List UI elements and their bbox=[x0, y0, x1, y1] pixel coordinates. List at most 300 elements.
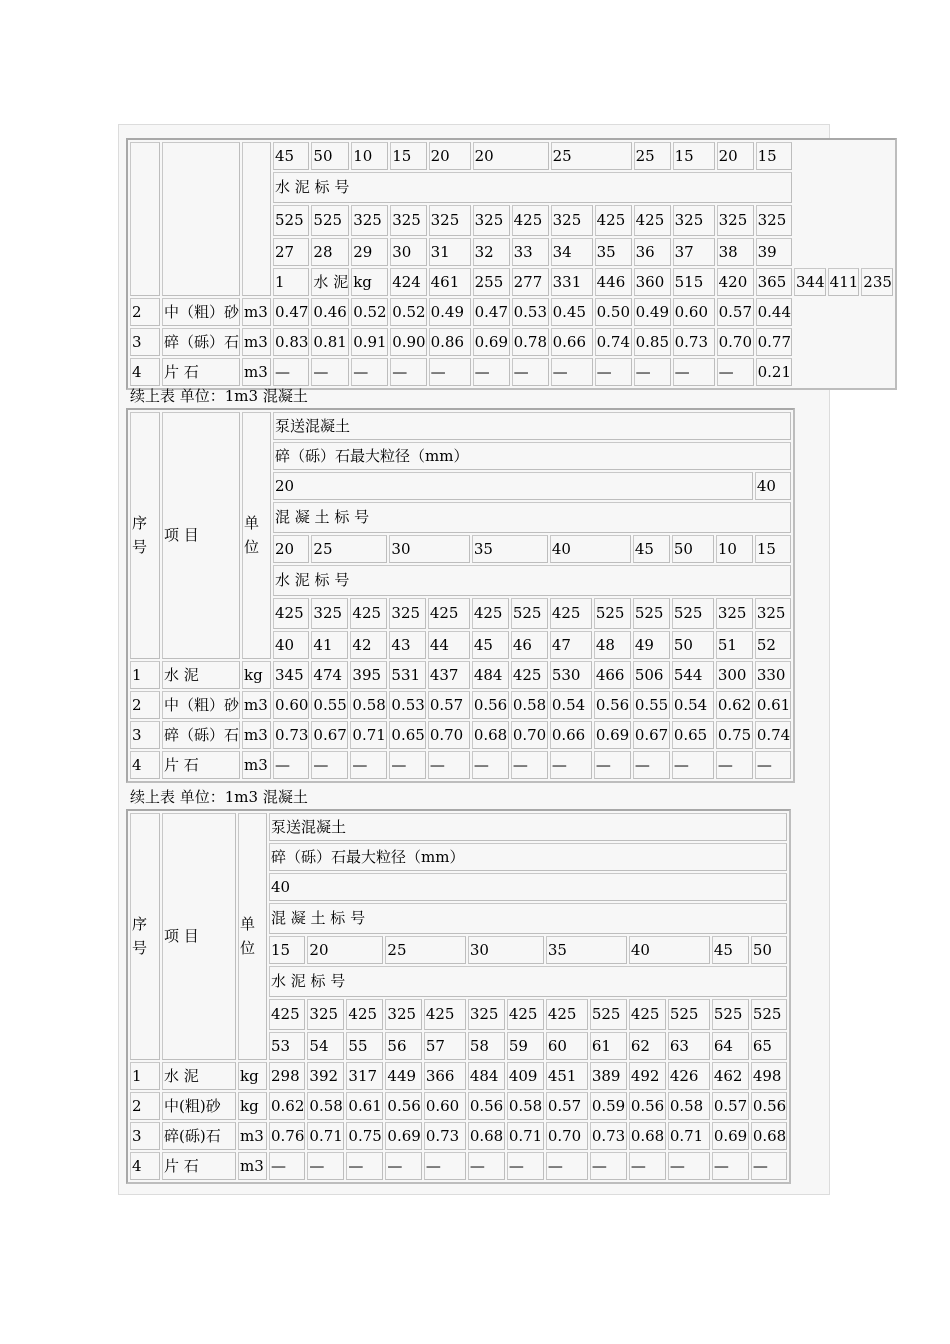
value-cell: 365 bbox=[756, 268, 792, 296]
cement-grade-cell: 525 bbox=[311, 205, 349, 236]
cement-grade-cell: 525 bbox=[511, 598, 548, 629]
value-cell: — bbox=[633, 751, 670, 779]
value-cell: — bbox=[473, 358, 510, 386]
table-row bbox=[130, 358, 893, 386]
pump-concrete-label: 泵送混凝土 bbox=[269, 813, 787, 841]
row-unit: m3 bbox=[242, 358, 271, 386]
cement-grade-cell: 425 bbox=[346, 999, 383, 1030]
value-cell: 0.85 bbox=[634, 328, 671, 356]
cement-grade-cell: 425 bbox=[507, 999, 544, 1030]
cement-grade-cell: 325 bbox=[473, 205, 510, 236]
cement-grade-cell: 525 bbox=[751, 999, 787, 1030]
table-row bbox=[130, 1152, 787, 1180]
value-cell: — bbox=[546, 1152, 588, 1180]
value-cell: 0.45 bbox=[551, 298, 593, 326]
cement-grade-cell: 525 bbox=[590, 999, 627, 1030]
cement-grade-cell: 325 bbox=[307, 999, 344, 1030]
unit-header: 单位 bbox=[238, 813, 267, 1060]
value-cell: 0.73 bbox=[424, 1122, 466, 1150]
table-row bbox=[130, 691, 791, 719]
row-number: 4 bbox=[130, 1152, 160, 1180]
value-cell: — bbox=[351, 358, 388, 386]
column-id-cell: 36 bbox=[634, 238, 671, 266]
value-cell: 0.70 bbox=[428, 721, 470, 749]
value-cell: 0.56 bbox=[468, 1092, 505, 1120]
value-cell: 0.56 bbox=[594, 691, 631, 719]
concrete-grade-label: 混 凝 土 标 号 bbox=[273, 502, 791, 533]
stone-size-label: 碎（砾）石最大粒径（mm） bbox=[273, 442, 791, 470]
value-cell: — bbox=[595, 358, 632, 386]
value-cell: 0.73 bbox=[273, 721, 309, 749]
concrete-grade: 40 bbox=[629, 936, 710, 964]
column-id-cell: 52 bbox=[755, 631, 791, 659]
value-cell: 0.52 bbox=[351, 298, 388, 326]
column-id-cell: 32 bbox=[473, 238, 510, 266]
head-value: 15 bbox=[390, 142, 426, 170]
value-cell: — bbox=[311, 358, 349, 386]
value-cell: — bbox=[551, 358, 593, 386]
value-cell: 0.71 bbox=[507, 1122, 544, 1150]
concrete-grade: 40 bbox=[550, 535, 631, 563]
cement-grade-cell: 525 bbox=[668, 999, 710, 1030]
value-cell: — bbox=[550, 751, 592, 779]
value-cell: 424 bbox=[390, 268, 426, 296]
head-value: 25 bbox=[551, 142, 632, 170]
value-cell: 0.71 bbox=[668, 1122, 710, 1150]
value-cell: 0.78 bbox=[512, 328, 549, 356]
head-value: 50 bbox=[311, 142, 349, 170]
value-cell: 0.59 bbox=[590, 1092, 627, 1120]
stone-size-value: 20 bbox=[273, 472, 753, 500]
cement-grade-cell: 425 bbox=[546, 999, 588, 1030]
value-cell: 411 bbox=[828, 268, 860, 296]
concrete-grade: 20 bbox=[273, 535, 309, 563]
value-cell: — bbox=[389, 751, 425, 779]
column-id-cell: 28 bbox=[311, 238, 349, 266]
value-cell: 0.49 bbox=[634, 298, 671, 326]
value-cell: 0.56 bbox=[629, 1092, 666, 1120]
stone-size-label: 碎（砾）石最大粒径（mm） bbox=[269, 843, 787, 871]
row-number: 2 bbox=[130, 1092, 160, 1120]
value-cell: 0.58 bbox=[507, 1092, 544, 1120]
value-cell: 0.74 bbox=[595, 328, 632, 356]
value-cell: — bbox=[634, 358, 671, 386]
row-item: 片 石 bbox=[162, 751, 240, 779]
value-cell: 360 bbox=[634, 268, 671, 296]
column-id-cell: 62 bbox=[629, 1032, 666, 1060]
value-cell: 531 bbox=[389, 661, 425, 689]
value-cell: — bbox=[350, 751, 387, 779]
row-item: 中(粗)砂 bbox=[162, 1092, 236, 1120]
value-cell: — bbox=[512, 358, 549, 386]
value-cell: — bbox=[717, 358, 754, 386]
value-cell: 0.58 bbox=[668, 1092, 710, 1120]
column-id-cell: 49 bbox=[633, 631, 670, 659]
table-row bbox=[130, 1122, 787, 1150]
cement-grade-cell: 325 bbox=[385, 999, 421, 1030]
concrete-grade-label: 混 凝 土 标 号 bbox=[269, 903, 787, 934]
column-id-cell: 40 bbox=[273, 631, 309, 659]
column-id-cell: 55 bbox=[346, 1032, 383, 1060]
cement-grade-cell: 425 bbox=[428, 598, 470, 629]
cement-grade-cell: 325 bbox=[756, 205, 792, 236]
value-cell: — bbox=[755, 751, 791, 779]
value-cell: 0.67 bbox=[311, 721, 348, 749]
value-cell: 0.54 bbox=[550, 691, 592, 719]
concrete-grade: 45 bbox=[712, 936, 749, 964]
cement-grade-cell: 325 bbox=[389, 598, 425, 629]
value-cell: — bbox=[269, 1152, 305, 1180]
value-cell: 437 bbox=[428, 661, 470, 689]
row-number: 4 bbox=[130, 358, 160, 386]
value-cell: 0.71 bbox=[307, 1122, 344, 1150]
table-caption-3: 续上表 单位：1m3 混凝土 bbox=[130, 788, 308, 806]
value-cell: 0.91 bbox=[351, 328, 388, 356]
cement-grade-cell: 425 bbox=[629, 999, 666, 1030]
value-cell: 0.68 bbox=[472, 721, 509, 749]
table-row bbox=[130, 661, 791, 689]
value-cell: 0.44 bbox=[756, 298, 792, 326]
value-cell: 0.77 bbox=[756, 328, 792, 356]
row-item: 中（粗）砂 bbox=[162, 298, 240, 326]
cement-grade-label: 水 泥 标 号 bbox=[273, 565, 791, 596]
column-id-cell: 56 bbox=[385, 1032, 421, 1060]
column-id-cell: 29 bbox=[351, 238, 388, 266]
cement-grade-cell: 425 bbox=[472, 598, 509, 629]
value-cell: 0.53 bbox=[389, 691, 425, 719]
row-unit: kg bbox=[238, 1092, 267, 1120]
value-cell: 449 bbox=[385, 1062, 421, 1090]
value-cell: 298 bbox=[269, 1062, 305, 1090]
cement-grade-cell: 325 bbox=[311, 598, 348, 629]
value-cell: 0.86 bbox=[429, 328, 471, 356]
row-number: 1 bbox=[130, 661, 160, 689]
seq-header: 序号 bbox=[130, 412, 160, 659]
seq-header: 序号 bbox=[130, 813, 160, 1060]
value-cell: 484 bbox=[468, 1062, 505, 1090]
value-cell: 0.62 bbox=[716, 691, 753, 719]
value-cell: 0.60 bbox=[424, 1092, 466, 1120]
value-cell: — bbox=[472, 751, 509, 779]
table-row bbox=[130, 1062, 787, 1090]
concrete-grade: 25 bbox=[311, 535, 387, 563]
value-cell: 0.62 bbox=[269, 1092, 305, 1120]
value-cell: 426 bbox=[668, 1062, 710, 1090]
value-cell: 330 bbox=[755, 661, 791, 689]
column-id-cell: 44 bbox=[428, 631, 470, 659]
value-cell: — bbox=[629, 1152, 666, 1180]
head-value: 20 bbox=[429, 142, 471, 170]
value-cell: 0.61 bbox=[755, 691, 791, 719]
value-cell: 0.71 bbox=[350, 721, 387, 749]
value-cell: — bbox=[428, 751, 470, 779]
concrete-grade: 15 bbox=[755, 535, 791, 563]
column-id-cell: 51 bbox=[716, 631, 753, 659]
table-row bbox=[130, 751, 791, 779]
row-number: 3 bbox=[130, 1122, 160, 1150]
column-id-cell: 50 bbox=[672, 631, 714, 659]
value-cell: 0.68 bbox=[468, 1122, 505, 1150]
value-cell: — bbox=[346, 1152, 383, 1180]
value-cell: 0.57 bbox=[428, 691, 470, 719]
row-item: 水 泥 bbox=[162, 1062, 236, 1090]
value-cell: 462 bbox=[712, 1062, 749, 1090]
value-cell: 0.81 bbox=[311, 328, 349, 356]
value-cell: 0.50 bbox=[595, 298, 632, 326]
value-cell: 0.58 bbox=[350, 691, 387, 719]
value-cell: 466 bbox=[594, 661, 631, 689]
row-number: 3 bbox=[130, 721, 160, 749]
value-cell: 0.56 bbox=[751, 1092, 787, 1120]
value-cell: 277 bbox=[512, 268, 549, 296]
concrete-grade: 15 bbox=[269, 936, 305, 964]
column-id-cell: 45 bbox=[472, 631, 509, 659]
value-cell: 0.69 bbox=[712, 1122, 749, 1150]
cement-grade-cell: 425 bbox=[550, 598, 592, 629]
cement-grade-cell: 425 bbox=[273, 598, 309, 629]
value-cell: — bbox=[385, 1152, 421, 1180]
row-number: 4 bbox=[130, 751, 160, 779]
concrete-grade: 20 bbox=[307, 936, 383, 964]
table-caption-2: 续上表 单位：1m3 混凝土 bbox=[130, 387, 308, 405]
column-id-cell: 37 bbox=[673, 238, 715, 266]
value-cell: 255 bbox=[473, 268, 510, 296]
column-id-cell: 59 bbox=[507, 1032, 544, 1060]
unit-header: 单位 bbox=[242, 412, 271, 659]
table-row bbox=[130, 298, 893, 326]
row-unit: m3 bbox=[242, 328, 271, 356]
column-id-cell: 38 bbox=[717, 238, 754, 266]
value-cell: 0.65 bbox=[672, 721, 714, 749]
value-cell: — bbox=[594, 751, 631, 779]
value-cell: — bbox=[390, 358, 426, 386]
value-cell: — bbox=[311, 751, 348, 779]
row-number: 1 bbox=[273, 268, 309, 296]
column-id-cell: 35 bbox=[595, 238, 632, 266]
row-unit: m3 bbox=[242, 721, 271, 749]
column-id-cell: 30 bbox=[390, 238, 426, 266]
value-cell: — bbox=[429, 358, 471, 386]
value-cell: 0.90 bbox=[390, 328, 426, 356]
concrete-grade: 10 bbox=[716, 535, 753, 563]
value-cell: 0.70 bbox=[511, 721, 548, 749]
value-cell: 317 bbox=[346, 1062, 383, 1090]
value-cell: 0.73 bbox=[590, 1122, 627, 1150]
row-unit: kg bbox=[238, 1062, 267, 1090]
column-id-cell: 42 bbox=[350, 631, 387, 659]
value-cell: — bbox=[273, 751, 309, 779]
value-cell: 0.75 bbox=[346, 1122, 383, 1150]
row-item: 碎（砾）石 bbox=[162, 721, 240, 749]
stone-size-value: 40 bbox=[269, 873, 787, 901]
value-cell: 0.76 bbox=[269, 1122, 305, 1150]
value-cell: 446 bbox=[595, 268, 632, 296]
value-cell: — bbox=[273, 358, 309, 386]
value-cell: 395 bbox=[350, 661, 387, 689]
table-row bbox=[130, 721, 791, 749]
table-row bbox=[130, 1092, 787, 1120]
head-value: 25 bbox=[634, 142, 671, 170]
row-item: 片 石 bbox=[162, 358, 240, 386]
head-value: 20 bbox=[717, 142, 754, 170]
row-item: 碎（砾）石 bbox=[162, 328, 240, 356]
concrete-grade: 50 bbox=[672, 535, 714, 563]
cement-grade-cell: 525 bbox=[273, 205, 309, 236]
head-value: 10 bbox=[351, 142, 388, 170]
value-cell: 331 bbox=[551, 268, 593, 296]
value-cell: 0.66 bbox=[550, 721, 592, 749]
value-cell: 474 bbox=[311, 661, 348, 689]
value-cell: 451 bbox=[546, 1062, 588, 1090]
value-cell: — bbox=[716, 751, 753, 779]
stone-size-value: 40 bbox=[755, 472, 791, 500]
column-id-cell: 60 bbox=[546, 1032, 588, 1060]
value-cell: 492 bbox=[629, 1062, 666, 1090]
cement-grade-cell: 325 bbox=[351, 205, 388, 236]
cement-grade-cell: 325 bbox=[390, 205, 426, 236]
value-cell: 0.60 bbox=[673, 298, 715, 326]
row-number: 1 bbox=[130, 1062, 160, 1090]
value-cell: 0.56 bbox=[385, 1092, 421, 1120]
cement-grade-cell: 525 bbox=[712, 999, 749, 1030]
row-item: 碎(砾)石 bbox=[162, 1122, 236, 1150]
column-id-cell: 41 bbox=[311, 631, 348, 659]
cement-grade-cell: 325 bbox=[755, 598, 791, 629]
value-cell: 0.55 bbox=[633, 691, 670, 719]
item-header: 项 目 bbox=[162, 813, 236, 1060]
value-cell: 0.57 bbox=[546, 1092, 588, 1120]
value-cell: 0.69 bbox=[473, 328, 510, 356]
row-unit: m3 bbox=[242, 298, 271, 326]
row-item: 水 泥 bbox=[162, 661, 240, 689]
column-id-cell: 47 bbox=[550, 631, 592, 659]
value-cell: 0.70 bbox=[546, 1122, 588, 1150]
value-cell: 0.75 bbox=[716, 721, 753, 749]
value-cell: 0.74 bbox=[755, 721, 791, 749]
row-unit: m3 bbox=[238, 1122, 267, 1150]
cement-grade-cell: 425 bbox=[595, 205, 632, 236]
cement-grade-cell: 425 bbox=[269, 999, 305, 1030]
column-id-cell: 48 bbox=[594, 631, 631, 659]
row-item: 片 石 bbox=[162, 1152, 236, 1180]
value-cell: 392 bbox=[307, 1062, 344, 1090]
cement-grade-cell: 425 bbox=[512, 205, 549, 236]
concrete-grade: 35 bbox=[546, 936, 627, 964]
concrete-grade: 50 bbox=[751, 936, 787, 964]
item-header bbox=[162, 142, 240, 296]
value-cell: — bbox=[468, 1152, 505, 1180]
concrete-grade: 30 bbox=[389, 535, 469, 563]
value-cell: 0.66 bbox=[551, 328, 593, 356]
value-cell: 344 bbox=[794, 268, 826, 296]
column-id-cell: 61 bbox=[590, 1032, 627, 1060]
value-cell: 530 bbox=[550, 661, 592, 689]
value-cell: — bbox=[712, 1152, 749, 1180]
value-cell: 300 bbox=[716, 661, 753, 689]
cement-grade-cell: 325 bbox=[551, 205, 593, 236]
value-cell: 0.70 bbox=[717, 328, 754, 356]
value-cell: — bbox=[424, 1152, 466, 1180]
value-cell: 0.21 bbox=[756, 358, 792, 386]
value-cell: 0.67 bbox=[633, 721, 670, 749]
value-cell: 0.83 bbox=[273, 328, 309, 356]
value-cell: 0.47 bbox=[473, 298, 510, 326]
value-cell: — bbox=[590, 1152, 627, 1180]
cement-grade-cell: 425 bbox=[424, 999, 466, 1030]
column-id-cell: 27 bbox=[273, 238, 309, 266]
row-item: 中（粗）砂 bbox=[162, 691, 240, 719]
head-value: 45 bbox=[273, 142, 309, 170]
value-cell: — bbox=[751, 1152, 787, 1180]
column-id-cell: 63 bbox=[668, 1032, 710, 1060]
cement-grade-label: 水 泥 标 号 bbox=[273, 172, 792, 203]
row-unit: kg bbox=[242, 661, 271, 689]
cement-grade-cell: 425 bbox=[634, 205, 671, 236]
row-unit: m3 bbox=[238, 1152, 267, 1180]
value-cell: 0.54 bbox=[672, 691, 714, 719]
value-cell: — bbox=[672, 751, 714, 779]
value-cell: — bbox=[673, 358, 715, 386]
cement-grade-cell: 325 bbox=[429, 205, 471, 236]
value-cell: 0.58 bbox=[511, 691, 548, 719]
column-id-cell: 33 bbox=[512, 238, 549, 266]
column-id-cell: 31 bbox=[429, 238, 471, 266]
value-cell: 0.55 bbox=[311, 691, 348, 719]
value-cell: 0.47 bbox=[273, 298, 309, 326]
value-cell: 0.57 bbox=[717, 298, 754, 326]
column-id-cell: 64 bbox=[712, 1032, 749, 1060]
value-cell: 544 bbox=[672, 661, 714, 689]
row-unit: m3 bbox=[242, 691, 271, 719]
cement-grade-cell: 325 bbox=[716, 598, 753, 629]
value-cell: 0.56 bbox=[472, 691, 509, 719]
value-cell: 0.69 bbox=[385, 1122, 421, 1150]
column-id-cell: 39 bbox=[756, 238, 792, 266]
value-cell: 0.65 bbox=[389, 721, 425, 749]
column-id-cell: 53 bbox=[269, 1032, 305, 1060]
row-unit: m3 bbox=[242, 751, 271, 779]
value-cell: — bbox=[307, 1152, 344, 1180]
column-id-cell: 65 bbox=[751, 1032, 787, 1060]
cement-grade-cell: 325 bbox=[717, 205, 754, 236]
value-cell: 515 bbox=[673, 268, 715, 296]
value-cell: 420 bbox=[717, 268, 754, 296]
value-cell: 0.68 bbox=[629, 1122, 666, 1150]
value-cell: 498 bbox=[751, 1062, 787, 1090]
value-cell: 484 bbox=[472, 661, 509, 689]
value-cell: — bbox=[511, 751, 548, 779]
column-id-cell: 58 bbox=[468, 1032, 505, 1060]
value-cell: 0.69 bbox=[594, 721, 631, 749]
value-cell: 389 bbox=[590, 1062, 627, 1090]
value-cell: 0.73 bbox=[673, 328, 715, 356]
value-cell: 0.52 bbox=[390, 298, 426, 326]
seq-header bbox=[130, 142, 160, 296]
mix-table-1 bbox=[126, 138, 897, 390]
cement-grade-cell: 425 bbox=[350, 598, 387, 629]
row-item: 水 泥 bbox=[311, 268, 349, 296]
column-id-cell: 54 bbox=[307, 1032, 344, 1060]
value-cell: 0.58 bbox=[307, 1092, 344, 1120]
row-number: 2 bbox=[130, 691, 160, 719]
value-cell: 0.53 bbox=[512, 298, 549, 326]
value-cell: 0.60 bbox=[273, 691, 309, 719]
concrete-grade: 45 bbox=[633, 535, 670, 563]
unit-header bbox=[242, 142, 271, 296]
concrete-grade: 30 bbox=[468, 936, 544, 964]
table-row bbox=[130, 328, 893, 356]
value-cell: 0.46 bbox=[311, 298, 349, 326]
